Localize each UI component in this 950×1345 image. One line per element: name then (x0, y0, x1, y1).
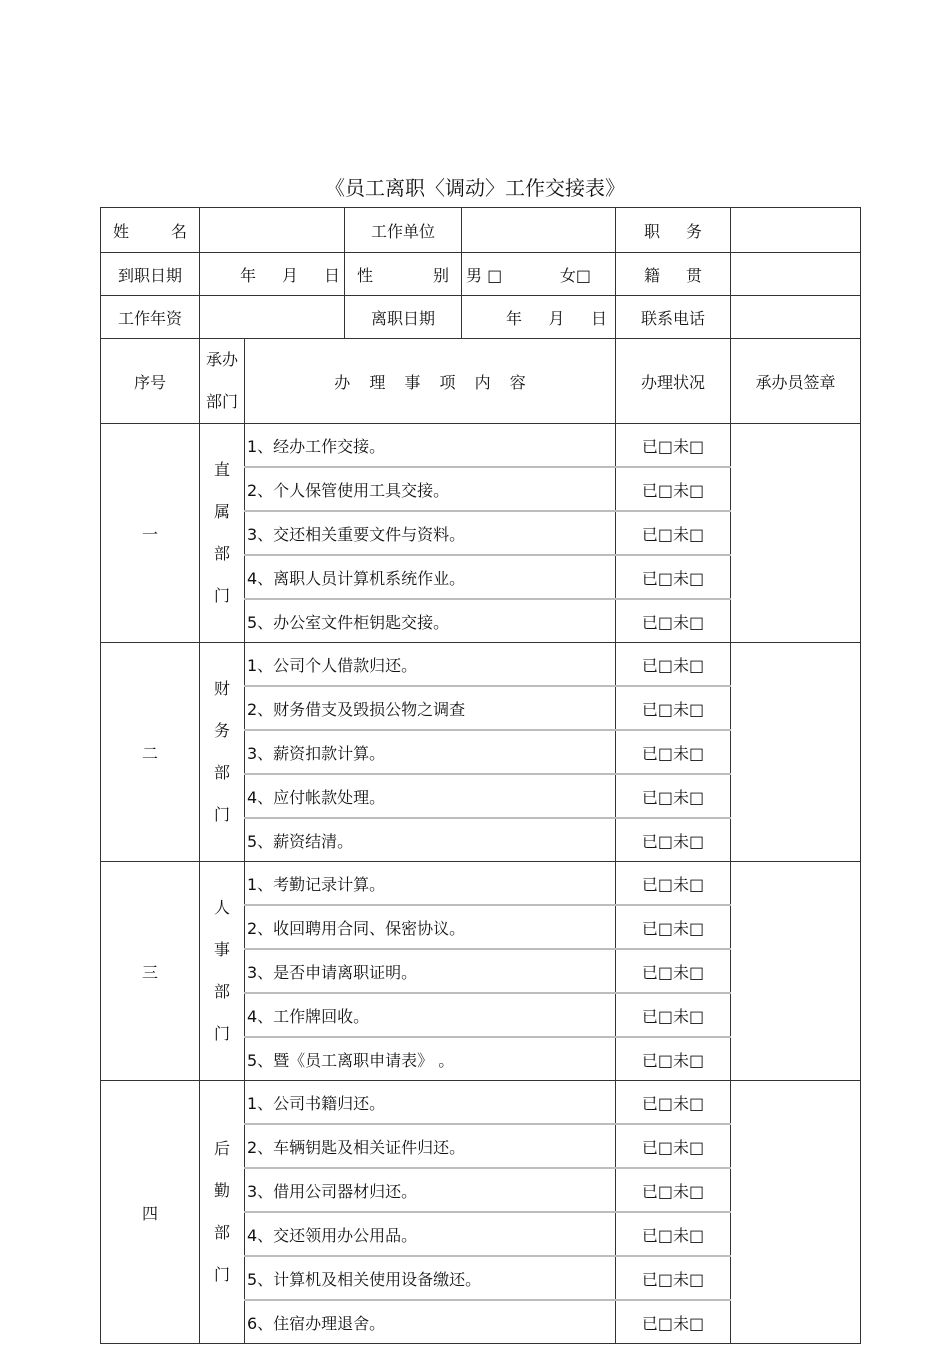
phone-field[interactable] (731, 296, 861, 339)
section-department (200, 643, 245, 862)
female-checkbox[interactable]: 女□ (559, 265, 591, 285)
task-item: 4、离职人员计算机系统作业。 (245, 555, 616, 599)
signature-field[interactable] (731, 862, 861, 1081)
status-checkboxes[interactable]: 已□未□ (616, 424, 731, 468)
signature-field[interactable] (731, 424, 861, 643)
status-checkboxes[interactable]: 已□未□ (616, 1300, 731, 1344)
status-checkboxes[interactable]: 已□未□ (616, 1081, 731, 1125)
task-item: 3、是否申请离职证明。 (245, 949, 616, 993)
section-number: 一 (101, 424, 200, 643)
unit-label: 工作单位 (345, 208, 462, 253)
task-item: 4、应付帐款处理。 (245, 774, 616, 818)
task-item: 3、交还相关重要文件与资料。 (245, 511, 616, 555)
task-item: 2、车辆钥匙及相关证件归还。 (245, 1124, 616, 1168)
status-checkboxes[interactable]: 已□未□ (616, 1212, 731, 1256)
male-checkbox[interactable]: 男 □ (466, 265, 503, 285)
status-checkboxes[interactable]: 已□未□ (616, 774, 731, 818)
status-checkboxes[interactable]: 已□未□ (616, 1168, 731, 1212)
native-field[interactable] (731, 253, 861, 296)
status-checkboxes[interactable]: 已□未□ (616, 599, 731, 643)
department-char: 门 (213, 586, 230, 605)
department-char: 属 (213, 502, 230, 521)
position-label: 职 务 (616, 208, 731, 253)
status-checkboxes[interactable]: 已□未□ (616, 862, 731, 906)
department-char: 勤 (213, 1181, 230, 1200)
task-item: 1、经办工作交接。 (245, 424, 616, 468)
status-checkboxes[interactable]: 已□未□ (616, 555, 731, 599)
task-item: 5、办公室文件柜钥匙交接。 (245, 599, 616, 643)
task-row (101, 424, 861, 468)
section-department (200, 424, 245, 643)
task-item: 2、个人保管使用工具交接。 (245, 467, 616, 511)
task-item: 3、薪资扣款计算。 (245, 730, 616, 774)
seniority-field[interactable] (200, 296, 345, 339)
position-field[interactable] (731, 208, 861, 253)
department-char: 部 (213, 982, 230, 1001)
department-char: 部 (213, 763, 230, 782)
task-row (101, 862, 861, 906)
department-char: 直 (213, 460, 230, 479)
status-checkboxes[interactable]: 已□未□ (616, 949, 731, 993)
department-char: 门 (213, 805, 230, 824)
task-item: 4、交还领用办公用品。 (245, 1212, 616, 1256)
task-item: 6、住宿办理退舍。 (245, 1300, 616, 1344)
section-department (200, 862, 245, 1081)
department-char: 事 (213, 940, 230, 959)
task-item: 5、薪资结清。 (245, 818, 616, 862)
gender-field (462, 253, 616, 296)
status-checkboxes[interactable]: 已□未□ (616, 643, 731, 687)
native-label: 籍 贯 (616, 253, 731, 296)
department-char: 部 (213, 544, 230, 563)
handover-form-table (100, 207, 861, 1344)
task-item: 1、公司书籍归还。 (245, 1081, 616, 1125)
unit-field[interactable] (462, 208, 616, 253)
signature-field[interactable] (731, 643, 861, 862)
leave-date-label: 离职日期 (345, 296, 462, 339)
phone-label: 联系电话 (616, 296, 731, 339)
task-item: 5、暨《员工离职申请表》 。 (245, 1037, 616, 1081)
task-item: 1、考勤记录计算。 (245, 862, 616, 906)
status-checkboxes[interactable]: 已□未□ (616, 818, 731, 862)
section-department (200, 1081, 245, 1344)
task-item: 2、收回聘用合同、保密协议。 (245, 905, 616, 949)
name-field[interactable] (200, 208, 345, 253)
task-item: 3、借用公司器材归还。 (245, 1168, 616, 1212)
status-checkboxes[interactable]: 已□未□ (616, 1037, 731, 1081)
department-char: 门 (213, 1024, 230, 1043)
entry-date-label: 到职日期 (101, 253, 200, 296)
signature-column-header: 承办员签章 (731, 339, 861, 424)
task-row (101, 643, 861, 687)
status-checkboxes[interactable]: 已□未□ (616, 905, 731, 949)
dept-header-line1: 承办 (205, 350, 238, 369)
signature-field[interactable] (731, 1081, 861, 1344)
task-row (101, 1081, 861, 1125)
department-char: 人 (213, 898, 230, 917)
dept-column-header (200, 339, 245, 424)
status-checkboxes[interactable]: 已□未□ (616, 686, 731, 730)
seq-column-header: 序号 (101, 339, 200, 424)
day-unit: 日 (323, 265, 340, 285)
leave-date-field[interactable] (462, 296, 616, 339)
month-unit: 月 (281, 265, 298, 285)
status-checkboxes[interactable]: 已□未□ (616, 1124, 731, 1168)
section-number: 三 (101, 862, 200, 1081)
department-char: 后 (213, 1139, 230, 1158)
department-char: 务 (213, 721, 230, 740)
status-checkboxes[interactable]: 已□未□ (616, 1256, 731, 1300)
task-item: 2、财务借支及毁损公物之调查 (245, 686, 616, 730)
section-number: 二 (101, 643, 200, 862)
task-item: 1、公司个人借款归还。 (245, 643, 616, 687)
status-checkboxes[interactable]: 已□未□ (616, 511, 731, 555)
department-char: 财 (213, 679, 230, 698)
department-char: 部 (213, 1223, 230, 1242)
department-char: 门 (213, 1265, 230, 1284)
entry-date-field[interactable] (200, 253, 345, 296)
status-checkboxes[interactable]: 已□未□ (616, 730, 731, 774)
form-title: 《员工离职〈调动〉工作交接表》 (325, 176, 625, 200)
year-unit: 年 (506, 308, 523, 328)
status-column-header: 办理状况 (616, 339, 731, 424)
month-unit: 月 (548, 308, 565, 328)
section-number: 四 (101, 1081, 200, 1344)
name-label: 姓 名 (101, 208, 200, 253)
year-unit: 年 (240, 265, 257, 285)
content-column-header: 办 理 事 项 内 容 (245, 339, 616, 424)
status-checkboxes[interactable]: 已□未□ (616, 467, 731, 511)
seniority-label: 工作年资 (101, 296, 200, 339)
gender-label: 性 别 (345, 253, 462, 296)
status-checkboxes[interactable]: 已□未□ (616, 993, 731, 1037)
dept-header-line2: 部门 (205, 392, 238, 411)
day-unit: 日 (590, 308, 607, 328)
task-item: 5、计算机及相关使用设备缴还。 (245, 1256, 616, 1300)
task-item: 4、工作牌回收。 (245, 993, 616, 1037)
